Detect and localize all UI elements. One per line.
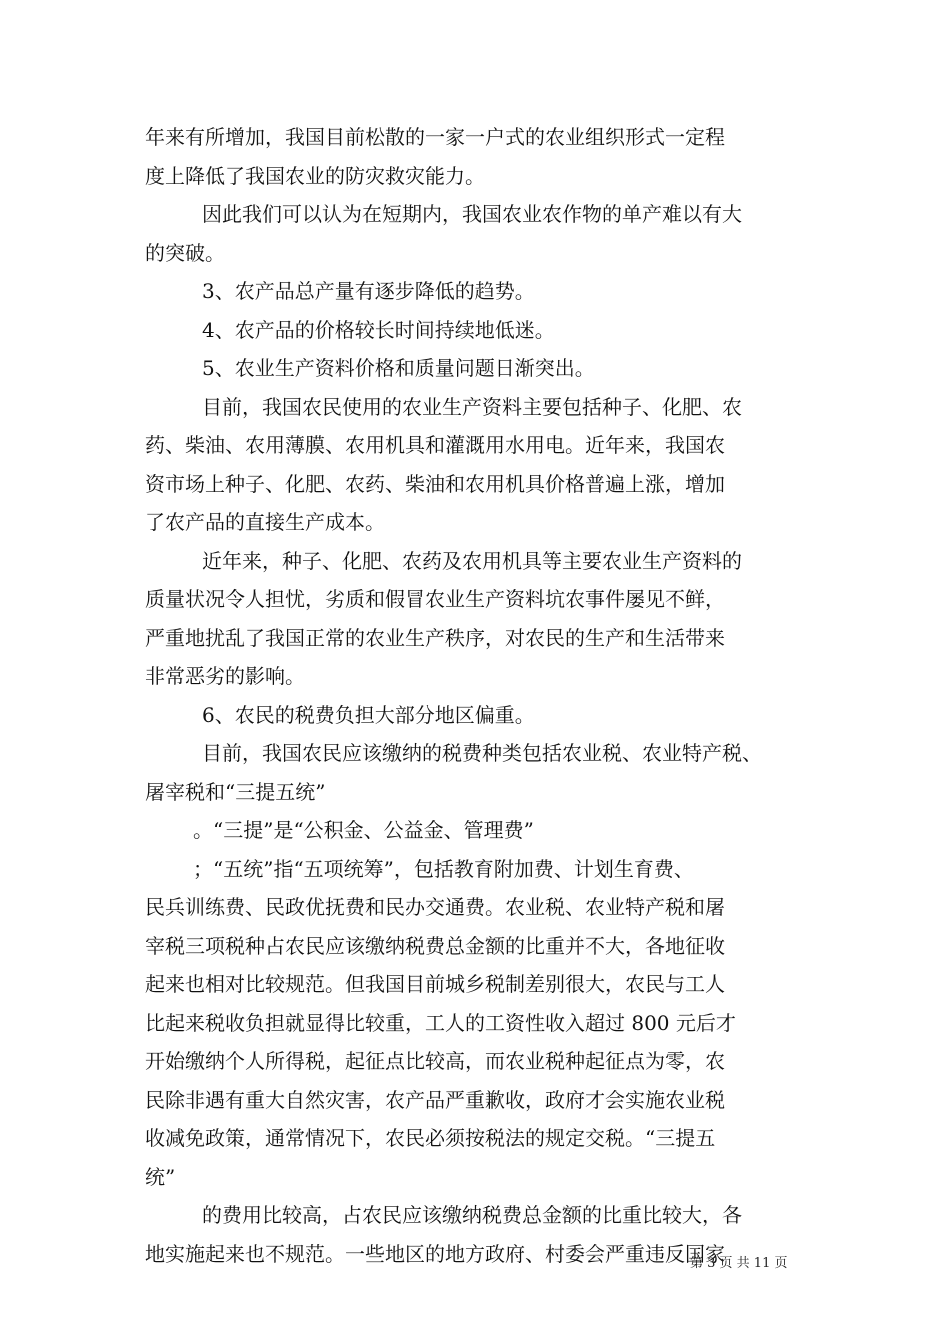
text-line: 的费用比较高，占农民应该缴纳税费总金额的比重比较大，各 <box>202 1203 742 1227</box>
text-line: 近年来，种子、化肥、农药及农用机具等主要农业生产资料的 <box>202 548 742 573</box>
list-item-heading: 6、农民的税费负担大部分地区偏重。 <box>202 702 535 727</box>
text-line: 比起来税收负担就显得比较重，工人的工资性收入超过 800 元后才 <box>145 1010 736 1035</box>
text-line: 因此我们可以认为在短期内，我国农业农作物的单产难以有大 <box>202 202 742 226</box>
text-line: 起来也相对比较规范。但我国目前城乡税制差别很大，农民与工人 <box>145 972 725 996</box>
document-body <box>145 118 835 1273</box>
text-line: 了农产品的直接生产成本。 <box>145 510 385 534</box>
text-line: 年来有所增加，我国目前松散的一家一户式的农业组织形式一定程 <box>145 125 725 149</box>
list-item-heading: 3、农产品总产量有逐步降低的趋势。 <box>202 279 535 303</box>
text-line: 严重地扰乱了我国正常的农业生产秩序，对农民的生产和生活带来 <box>145 625 725 650</box>
text-line: 资市场上种子、化肥、农药、柴油和农用机具价格普遍上涨，增加 <box>145 471 725 496</box>
text-line: ；“五统”指“五项统筹”，包括教育附加费、计划生育费、 <box>193 856 694 881</box>
text-line: 民除非遇有重大自然灾害，农产品严重歉收，政府才会实施农业税 <box>145 1087 725 1112</box>
text-line: 屠宰税和“三提五统” <box>145 779 326 804</box>
text-line: 目前，我国农民应该缴纳的税费种类包括农业税、农业特产税、 <box>202 741 762 765</box>
text-line: 地实施起来也不规范。一些地区的地方政府、村委会严重违反国家 <box>145 1241 725 1266</box>
text-line: 宰税三项税种占农民应该缴纳税费总金额的比重并不大，各地征收 <box>145 933 725 958</box>
text-line: 开始缴纳个人所得税，起征点比较高，而农业税种起征点为零，农 <box>145 1049 725 1073</box>
text-line: 的突破。 <box>145 240 225 265</box>
text-line: 质量状况令人担忧，劣质和假冒农业生产资料坑农事件屡见不鲜， <box>145 587 725 611</box>
text-line: 度上降低了我国农业的防灾救灾能力。 <box>145 163 485 188</box>
text-line: 目前，我国农民使用的农业生产资料主要包括种子、化肥、农 <box>202 394 742 419</box>
page-number: 第 3 页 共 11 页 <box>690 1256 788 1271</box>
text-line: 药、柴油、农用薄膜、农用机具和灌溉用水用电。近年来，我国农 <box>145 433 725 457</box>
text-line: 统” <box>145 1164 176 1189</box>
text-line: 非常恶劣的影响。 <box>145 664 305 688</box>
list-item-heading: 5、农业生产资料价格和质量问题日渐突出。 <box>202 356 595 380</box>
text-line: 。“三提”是“公积金、公益金、管理费” <box>193 818 534 842</box>
text-line: 民兵训练费、民政优抚费和民办交通费。农业税、农业特产税和屠 <box>145 895 725 919</box>
text-line: 收减免政策，通常情况下，农民必须按税法的规定交税。“三提五 <box>145 1126 716 1150</box>
list-item-heading: 4、农产品的价格较长时间持续地低迷。 <box>202 317 555 342</box>
